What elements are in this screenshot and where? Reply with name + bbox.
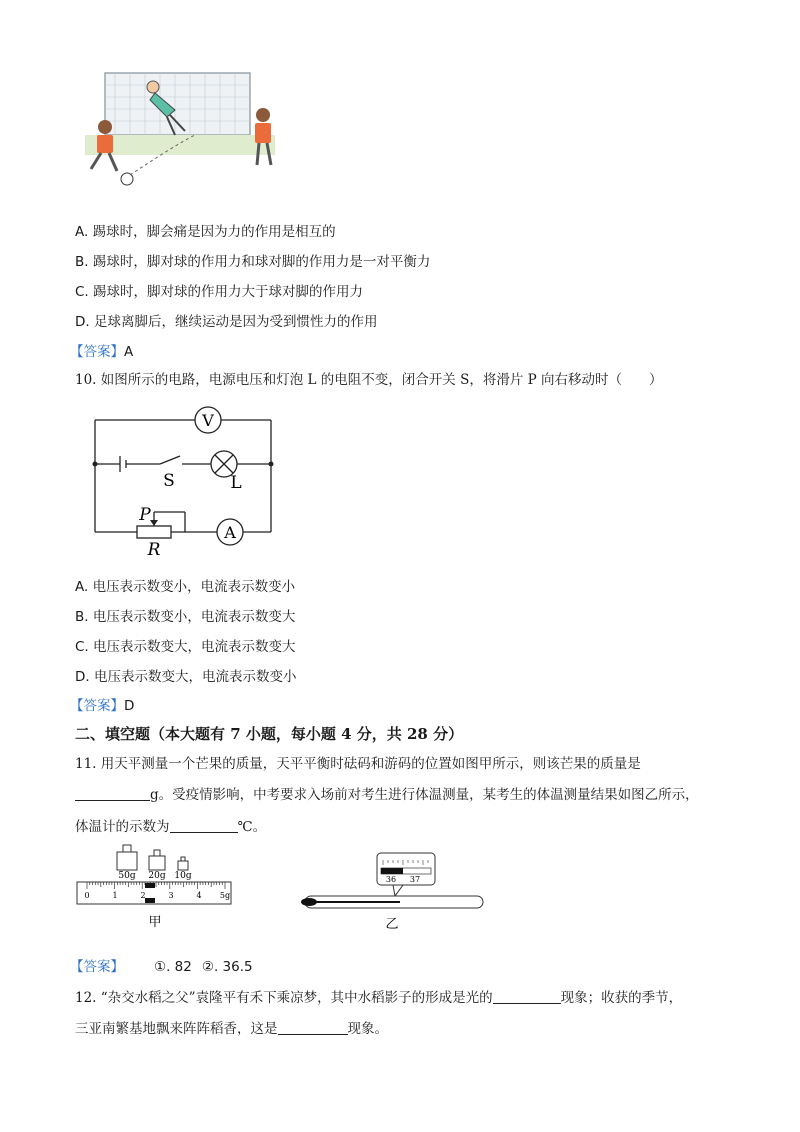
- answer-1: ①. 82: [154, 959, 192, 975]
- question-12-line1-text: 12. “杂交水稻之父”袁隆平有禾下乘凉梦，其中水稻影子的形成是光的: [75, 990, 493, 1006]
- question-12-line2-text: 三亚南繁基地飘来阵阵稻香，这是: [75, 1021, 278, 1037]
- soccer-illustration: [75, 65, 290, 190]
- voltmeter-label: V: [202, 411, 214, 430]
- answer-tag: 【答案】: [70, 698, 124, 714]
- question-12-line2-end: 现象。: [347, 1021, 388, 1037]
- option-q10-b: B. 电压表示数变小，电流表示数变大: [75, 609, 296, 625]
- option-q10-a: A. 电压表示数变小，电流表示数变小: [75, 579, 296, 595]
- answer-blank[interactable]: [170, 818, 238, 833]
- circuit-diagram: [85, 400, 285, 560]
- answer-q9: [70, 340, 133, 360]
- answer-blank[interactable]: [278, 1020, 348, 1035]
- scale-tick-3: 3: [168, 891, 174, 900]
- answer-value: A: [124, 344, 134, 360]
- answer-2: ②. 36.5: [201, 959, 253, 975]
- question-11-line3: [75, 815, 266, 835]
- lamp-label: L: [230, 473, 242, 493]
- ammeter-label: A: [224, 523, 236, 542]
- caption-yi: 乙: [385, 917, 399, 932]
- section-2-title: 二、填空题（本大题有 7 小题，每小题 4 分，共 28 分）: [75, 725, 464, 743]
- scale-tick-1: 1: [112, 891, 118, 900]
- question-10-text: 10. 如图所示的电路，电源电压和灯泡 L 的电阻不变，闭合开关 S，将滑片 P 向右移动时（ ）: [75, 372, 663, 388]
- option-q9-a: A. 踢球时，脚会痛是因为力的作用是相互的: [75, 224, 336, 240]
- option-q9-d: D. 足球离脚后，继续运动是因为受到惯性力的作用: [75, 314, 378, 330]
- thermo-tick-36: 36: [385, 875, 397, 884]
- weight-10g: 10g: [174, 871, 192, 881]
- scale-tick-2: 2: [140, 891, 146, 900]
- option-q9-b: B. 踢球时，脚对球的作用力和球对脚的作用力是一对平衡力: [75, 254, 431, 270]
- question-12-line1: [75, 986, 682, 1006]
- answer-q11: [70, 955, 253, 975]
- switch-label: S: [163, 471, 175, 491]
- balance-figure: [75, 840, 235, 935]
- question-12-line2: [75, 1017, 388, 1037]
- option-q10-d: D. 电压表示数变大，电流表示数变小: [75, 669, 297, 685]
- answer-blank[interactable]: [75, 786, 150, 801]
- slider-label: P: [139, 505, 151, 525]
- answer-tag: 【答案】: [70, 344, 124, 360]
- question-11-line3-unit: ℃。: [237, 819, 267, 835]
- question-12-line1-end: 现象；收获的季节，: [560, 990, 683, 1006]
- scale-tick-4: 4: [196, 891, 202, 900]
- answer-value: D: [124, 698, 135, 714]
- question-11-line3-text: 体温计的示数为: [75, 819, 170, 835]
- caption-jia: 甲: [148, 915, 162, 930]
- question-11-line2: [75, 783, 699, 803]
- weight-20g: 20g: [148, 871, 166, 881]
- option-q10-c: C. 电压表示数变大，电流表示数变大: [75, 639, 296, 655]
- scale-tick-0: 0: [84, 891, 90, 900]
- rheostat-label: R: [147, 540, 161, 560]
- option-q9-c: C. 踢球时，脚对球的作用力大于球对脚的作用力: [75, 284, 364, 300]
- answer-q10: [70, 694, 134, 714]
- question-11-line2-text: g。受疫情影响，中考要求入场前对考生进行体温测量，某考生的体温测量结果如图乙所示，: [150, 787, 699, 803]
- answer-blank[interactable]: [493, 989, 561, 1004]
- question-11-line1: 11. 用天平测量一个芒果的质量，天平平衡时砝码和游码的位置如图甲所示，则该芒果的质量是: [75, 756, 641, 772]
- thermo-tick-37: 37: [409, 875, 421, 884]
- answer-tag: 【答案】: [70, 959, 124, 975]
- scale-tick-5: 5g: [219, 891, 231, 900]
- thermometer-figure: [295, 850, 490, 935]
- weight-50g: 50g: [118, 871, 136, 881]
